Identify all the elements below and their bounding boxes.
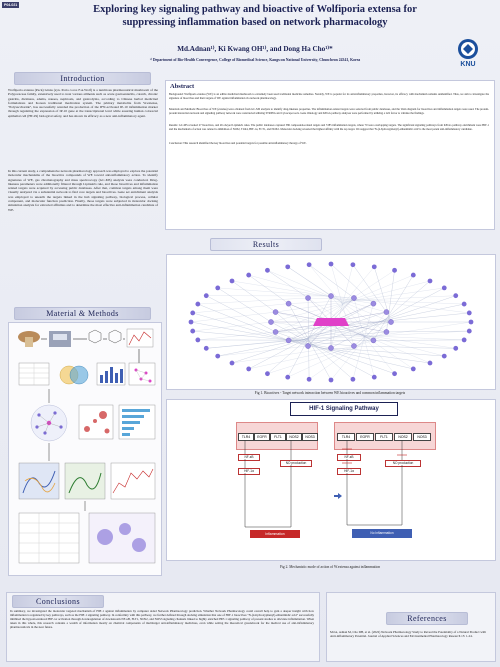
methods-header (14, 307, 151, 320)
left-node-no-production: NO production (280, 460, 312, 467)
bioactive-node (286, 338, 291, 343)
inflammation-box: Inflammation (250, 530, 300, 538)
bioactive-node (268, 319, 273, 324)
network-edge (218, 346, 308, 356)
bioactive-node (328, 345, 333, 350)
hub-node (313, 318, 349, 326)
pathway-connectors (166, 399, 494, 559)
no-inflammation-box: No Inflammation (352, 529, 412, 538)
network-edge (309, 265, 354, 298)
introduction-header (14, 72, 151, 85)
references-heading: References (407, 614, 447, 623)
target-node (462, 302, 467, 307)
abstract-background: Background: Wolfiporia extensa (WE) is an edible medicinal mushroom to extremely been used traditional medicine remedies. Notably, WE is popular for its anti-inflammatory properties, however, its efficacy with mechanism remains unidentified. Thus, we aim to investigate the signature of bioactives and their targets of WE against inflammation via network pharmacology. (169, 93, 489, 100)
abstract-results: Results: GC-MS revealed 27 bioactives, and 26 obeyed Lipinski's rules. The public databases captured 586 compounds-related targets and 7285 inflammation targets, where 70 were overlapping targets. The significant signaling pathways from KEGG pathway enrichment were HIF-1 and the mechanism of action was related to inhibition of NOS2, TLR4, HIF-1α, FCT1, and NOX2. Molecular docking revealed the highest affinity with the top target. We suggest that 'N-(4-hydroxyphenyl)-ethanimidic acid' is the most potent anti-inflammatory candidate. (169, 124, 489, 131)
bioactive-node (305, 295, 310, 300)
target-node (428, 361, 433, 366)
bioactive-node (286, 301, 291, 306)
logo-text: KNU (460, 61, 476, 68)
target-node (469, 320, 474, 325)
bioactive-node (384, 309, 389, 314)
references-panel (326, 592, 496, 662)
target-node (329, 262, 334, 267)
target-node (230, 279, 235, 284)
bioactive-node (384, 329, 389, 334)
target-node (195, 338, 200, 343)
network-edge (218, 322, 391, 356)
right-node-no-production: NO production (385, 460, 421, 467)
target-node (411, 367, 416, 372)
target-node (215, 354, 220, 359)
target-node (246, 367, 251, 372)
network-edge (191, 312, 276, 322)
network-edge (331, 265, 353, 348)
right-node-egfr: EGFR (356, 433, 374, 441)
target-node (442, 286, 447, 291)
conclusions-heading: Conclusions (36, 597, 80, 606)
authors: Md.Adnan¹⁾, Ki Kwang OH¹⁾, and Dong Ha Cho¹⁾* (177, 45, 333, 53)
methods-diagram (9, 323, 161, 575)
target-node (462, 338, 467, 343)
target-node (230, 361, 235, 366)
network-edge (354, 346, 456, 348)
target-node (189, 320, 194, 325)
network-edge (289, 270, 395, 340)
bioactive-node (328, 293, 333, 298)
network-edge (249, 275, 289, 304)
target-node (467, 329, 472, 334)
bioactive-node (273, 309, 278, 314)
poster-tag: P04-021 (4, 3, 18, 7)
knu-logo-icon (452, 36, 484, 68)
target-node (265, 371, 270, 376)
target-node (467, 311, 472, 316)
network-edge (353, 265, 387, 312)
poster-title: Exploring key signaling pathway and bioactive of Wolfiporia extensa for suppressing inflammation based on network pharmacology (93, 4, 417, 28)
bioactive-node (388, 319, 393, 324)
results-header (210, 238, 322, 251)
methods-heading: Material & Methods (46, 309, 119, 318)
right-node-flt1: FLT1 (375, 433, 393, 441)
target-node (307, 377, 312, 382)
target-node (453, 346, 458, 351)
conclusions-header (12, 595, 104, 608)
target-node (265, 268, 270, 273)
network-figure (166, 254, 496, 390)
target-node (372, 375, 377, 380)
network-edge (232, 281, 276, 312)
left-node-hif1a: HIF-1α (238, 468, 260, 475)
abstract-methods: Materials and Methods: Bioactives of WE (extensa) were obtained from GC-MS analysis to identify drug-likeness properties. The inflammation-related targets were selected from public databases, and the Venn diagram for bioactives and inflammation targets were used. The protein-protein interaction network and signaling pathway network were constructed utilizing STRING and Cytoscape tools. Gene Ontology and KEGG pathway analyses were performed by utilizing a rich factor to validate the findings. (169, 108, 489, 115)
introduction-heading: Introduction (60, 74, 105, 83)
left-node-nos2: NOS2 (286, 433, 302, 441)
target-node (285, 264, 290, 269)
target-node (351, 262, 356, 267)
network-edge (249, 346, 354, 369)
network-edge (249, 275, 387, 312)
target-node (307, 262, 312, 267)
bioactive-node (273, 329, 278, 334)
bioactive-node (371, 338, 376, 343)
bioactive-node (305, 343, 310, 348)
target-node (204, 346, 209, 351)
methods-flowchart (8, 322, 162, 576)
network-edge (308, 346, 430, 363)
target-node (215, 286, 220, 291)
target-node (453, 293, 458, 298)
network-edge (354, 298, 374, 377)
right-node-nos3: NOS3 (413, 433, 431, 441)
right-node-nos2: NOS2 (394, 433, 412, 441)
target-node (204, 293, 209, 298)
left-node-nfkb: NF-κB (238, 454, 260, 461)
network-edge (198, 332, 276, 340)
network-edge (198, 298, 308, 304)
results-heading: Results (252, 240, 280, 249)
network-edge (267, 340, 373, 373)
network-edge (232, 312, 386, 363)
target-node (428, 279, 433, 284)
conclusions-text: In summary, we investigated the molecular targeted mechanism of HIF-1 against inflammation by computer aided Network Pharmacology prediction. Whether Network Pharmacology could overall help to gain a deeper insight with how inflammation is regulated by key pathways, such as the HIF-1 signaling pathway. In conformity with this pathway, we further defined through docking simulation that one of HIF-1 bioactives "N-(4-hydroxyphenyl)-ethanimidic acid" successfully inhibited the hypoxia-induced HIF-1α activation through downregulation of downstream NF-κB, FLT1, NOS2, and NOS3 signaling channels linked to highly enriched HIF-1 signaling pathway of present studies to alleviate inflammation. When taken in this whole, this research contains a wealth of information mostly on chemical components of multitarget anti-inflammatory medicines, even while setting the theoretical groundwork for the medical use of anti-inflammatory pharmaceuticals in the near future. (10, 609, 314, 629)
left-node-flt1: FLT1 (270, 433, 286, 441)
right-node-nfkb: NF-κB (337, 454, 361, 461)
right-node-hif1a: HIF-1α (337, 468, 361, 475)
introduction-paragraph-1: Wolfiporia extensa (Peck) Ginns (syn. Poria cocos F.A.Wolf) is a nutritious pharmaceutical mushroom of the Polyporaceae family, extensively used to treat various ailments such as acute gastroenteritis, catarrh, chronic gastritis, dizziness, edema, nausea, nephrosis, and gastrodynia, according to Chinese herbal medicinal formulations and Korean traditional medication system. The primary metabolite from W.extensa, "Polysaccharide", has successfully retarded the production of the IFN-activated IP-10 inflammation marker through regulating the expression of IP-10 gene at the transcriptional level while assuring human colorectal epithelial cell (HT-29) biological safety, and has shown its efficacy as a new anti-inflammatory agent. (8, 88, 158, 118)
target-node (442, 354, 447, 359)
introduction-paragraph-2: In this current study, a comprehensive network pharmacology approach was employed to explore the potential molecular mechanisms of the bioactive compounds of WE toward anti-inflammatory action. To identify signatures of WE, gas chromatography and mass spectroscopy (GC-MS) analysis were conducted. Drug-likeness parameters were additionally filtered through Lipinski's rule, and those bioactives and inflammation related targets were acquired by accessing public databases. After that, common targets among them were visually analyzed via a substantial network to find core targets and bioactives. Gene set enrichment analysis was employed to unearth the targets linked in the hub signaling pathway, biological process, cellular component, and molecular function prediction. Finally, those targets were subjected in molecular docking simulation analysis for extracted affinities and to determine the most effective anti-inflammation candidate of WE. (8, 169, 158, 212)
target-node (190, 329, 195, 334)
bioactive-node (351, 343, 356, 348)
target-node (372, 264, 377, 269)
network-edge (206, 296, 275, 332)
network-edge (267, 270, 308, 298)
bioactive-target-network (167, 255, 495, 389)
target-node (351, 377, 356, 382)
fig1-caption: Fig 1. Bioactives - Target network interaction between WE bioactives and common inflammation targets (254, 391, 406, 395)
fig2-caption: Fig 2. Mechanistic mode of action of W.extensa against inflammation (279, 565, 381, 569)
target-node (190, 311, 195, 316)
references-header (386, 612, 468, 625)
left-node-nos3: NOS3 (302, 433, 318, 441)
abstract-heading: Abstract (170, 83, 195, 90)
network-edge (218, 288, 271, 322)
pathway-title: HIF-1 Signaling Pathway (309, 406, 379, 412)
network-edge (308, 267, 374, 346)
bioactive-node (351, 295, 356, 300)
target-node (285, 375, 290, 380)
target-node (392, 371, 397, 376)
right-node-tlr4: TLR4 (337, 433, 355, 441)
affiliation: ¹⁾ Department of Bio-Health Convergence, College of Biomedical Science, Kangwon National University, Chuncheon 24341, Korea (149, 58, 361, 62)
network-edge (386, 331, 469, 332)
target-node (246, 273, 251, 278)
target-node (195, 302, 200, 307)
left-node-tlr4: TLR4 (238, 433, 254, 441)
abstract-panel (165, 80, 495, 230)
target-node (411, 273, 416, 278)
references-text: Md A, Adnan M, Cho DH, et al. (2022) Network Pharmacology Study to Reveal the Potentiality of a Natural Product with Anti-inflammatory Potential. Journal of Applied Sciences and Environmental Pharmacology Research 15: 1-24. (330, 630, 486, 638)
target-node (329, 378, 334, 383)
target-node (392, 268, 397, 273)
abstract-conclusion: Conclusion: This research identified the key bioactives and potential targets for possible anti-inflammatory therapy of WE. (169, 142, 307, 145)
bioactive-node (371, 301, 376, 306)
network-edge (206, 340, 288, 348)
left-node-egfr: EGFR (254, 433, 270, 441)
